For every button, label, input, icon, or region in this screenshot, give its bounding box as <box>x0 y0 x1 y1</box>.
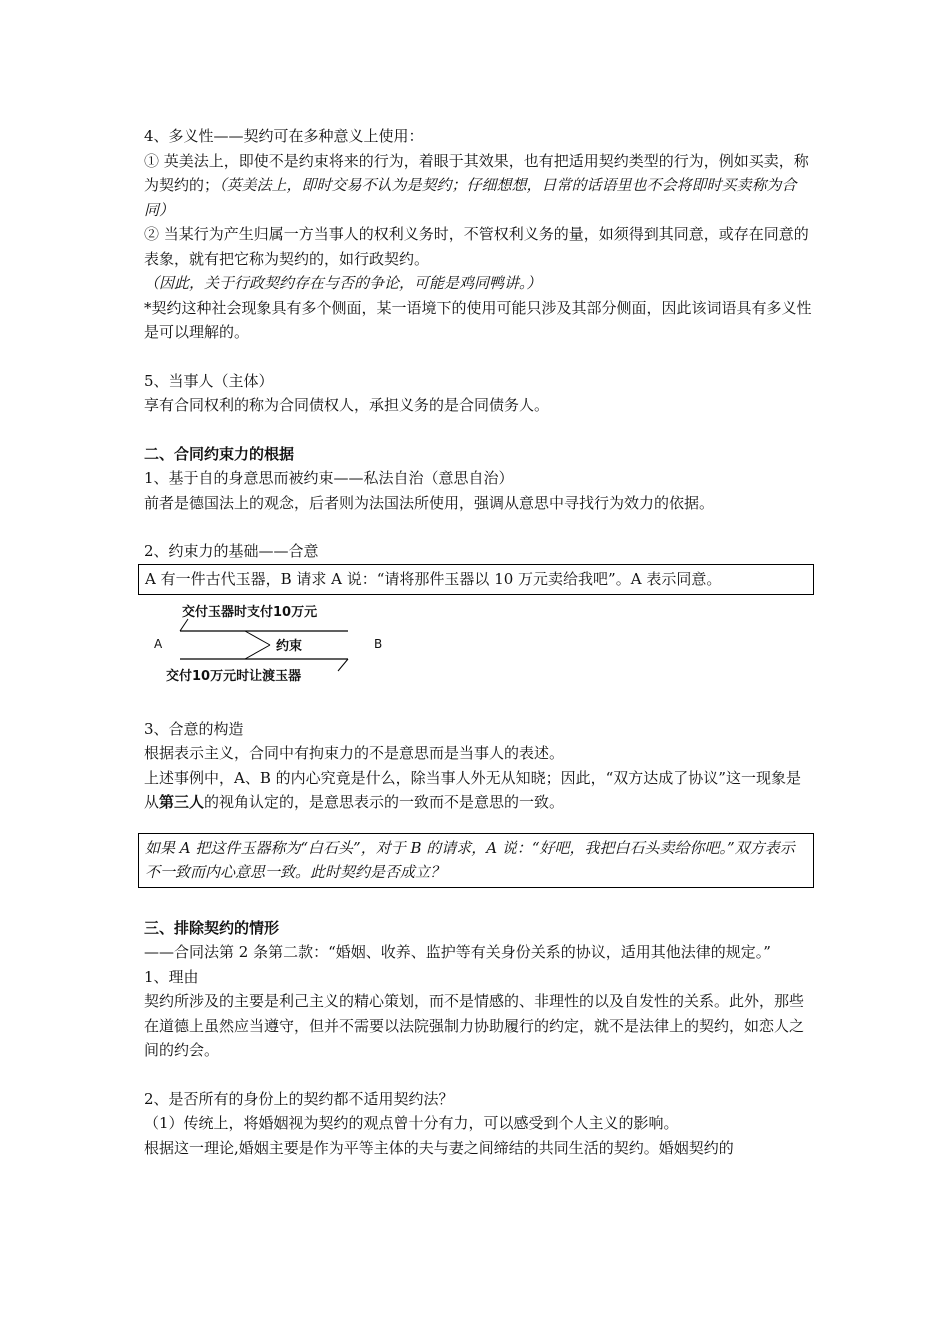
section-4-heading: 4、多义性——契约可在多种意义上使用： <box>144 127 424 145</box>
part-3-quote: ——合同法第 2 条第二款：“婚姻、收养、监护等有关身份关系的协议，适用其他法律的规定。” <box>144 943 771 961</box>
example-box: A 有一件古代玉器，B 请求 A 说：“请将那件玉器以 10 万元卖给我吧”。A 表示同意。 <box>138 564 814 595</box>
diagram-middle-label: 约束 <box>276 638 303 654</box>
part-2-sub-3-p2 <box>144 766 814 815</box>
binding-diagram <box>150 597 410 697</box>
diagram-top-label: 交付玉器时支付10万元 <box>182 604 318 620</box>
document-body <box>144 124 814 1160</box>
sub-3-p2-after: 的视角认定的，是意思表示的一致而不是意思的一致。 <box>204 793 565 811</box>
part-3-sub-2: 2、是否所有的身份上的契约都不适用契约法？ <box>144 1089 454 1108</box>
arrow-head-left <box>180 619 188 631</box>
item-1-text: ① 英美法上，即使不是约束将来的行为，着眼于其效果，也有把适用契约类型的行为，例如买卖，称为契约的； <box>144 151 809 194</box>
sub-3-p2-before: 上述事例中，A、B 的内心究竟是什么，除当事人外无从知晓；因此，“双方达成了协议”这一现象是从 <box>144 768 801 811</box>
diagram-party-b: B <box>374 636 383 651</box>
section-4-item-1 <box>144 149 814 223</box>
section-4-note: *契约这种社会现象具有多个侧面，某一语境下的使用可能只涉及其部分侧面，因此该词语具有多义性是可以理解的。 <box>144 298 812 341</box>
part-2-sub-3-p1: 根据表示主义，合同中有拘束力的不是意思而是当事人的表述。 <box>144 744 565 762</box>
item-2-comment: （因此，关于行政契约存在与否的争论，可能是鸡同鸭讲。） <box>144 274 542 292</box>
arrow-tail-upper <box>245 631 270 645</box>
part-3-sub-1: 1、理由 <box>144 967 199 986</box>
section-5-text: 享有合同权利的称为合同债权人，承担义务的是合同债务人。 <box>144 396 550 414</box>
item-1-comment: （英美法上，即时交易不认为是契约；仔细想想，日常的话语里也不会将即时买卖称为合同） <box>144 176 797 219</box>
part-2-sub-1: 1、基于自的身意思而被约束——私法自治（意思自治） <box>144 469 514 487</box>
section-4-item-2 <box>144 222 814 296</box>
part-3-heading: 三、排除契约的情形 <box>144 918 280 937</box>
arrow-tail-lower <box>245 645 270 659</box>
arrow-head-right <box>338 659 348 671</box>
part-2-sub-1-text: 前者是德国法上的观念，后者则为法国法所使用，强调从意思中寻找行为效力的依据。 <box>144 493 715 512</box>
part-2-heading: 二、合同约束力的根据 <box>144 444 295 463</box>
diagram-bottom-label: 交付10万元时让渡玉器 <box>166 668 302 684</box>
question-box: 如果 A 把这件玉器称为“白石头”，对于 B 的请求，A 说：“好吧，我把白石头卖给你吧。”双方表示不一致而内心意思一致。此时契约是否成立？ <box>138 833 814 888</box>
item-2-text: ② 当某行为产生归属一方当事人的权利义务时，不管权利义务的量，如须得到其同意，或存在同意的表象，就有把它称为契约的，如行政契约。 <box>144 225 809 268</box>
third-party-emphasis: 第三人 <box>159 793 205 811</box>
diagram-party-a: A <box>154 636 163 651</box>
part-2-sub-2: 2、约束力的基础——合意 <box>144 542 319 560</box>
part-3-sub-2-p1: （1）传统上，将婚姻视为契约的观点曾十分有力，可以感受到个人主义的影响。 <box>144 1114 679 1132</box>
section-5-heading: 5、当事人（主体） <box>144 371 274 390</box>
part-2-sub-3: 3、合意的构造 <box>144 719 244 738</box>
part-3-sub-2-p2: 根据这一理论,婚姻主要是作为平等主体的夫与妻之间缔结的共同生活的契约。婚姻契约的 <box>144 1138 734 1157</box>
part-3-sub-1-text: 契约所涉及的主要是利己主义的精心策划，而不是情感的、非理性的以及自发性的关系。此外，那些在道德上虽然应当遵守，但并不需要以法院强制力协助履行的约定，就不是法律上的契约，如恋人之间的约会。 <box>144 992 805 1059</box>
